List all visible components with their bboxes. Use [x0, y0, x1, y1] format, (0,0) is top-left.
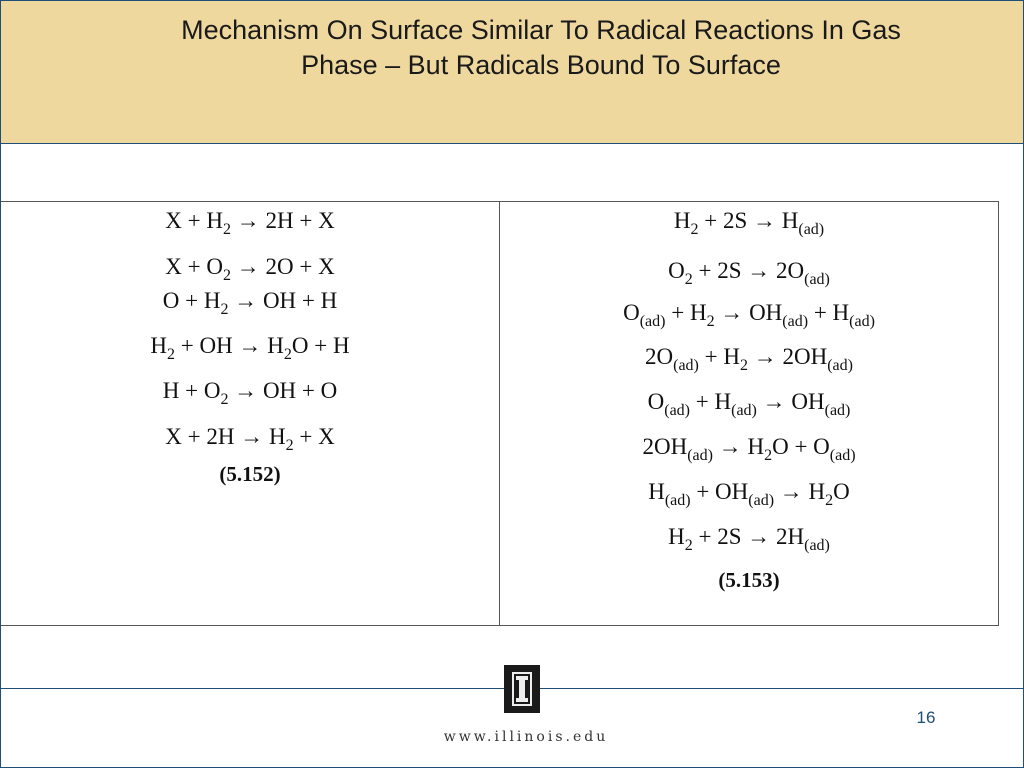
surface-reaction: $2O_{(ad)} + H_2 \to 2OH_{(ad)}$: [645, 344, 853, 374]
slide-title-line-2: Phase – But Radicals Bound To Surface: [301, 50, 781, 80]
surface-reaction: $O_{(ad)} + H_{(ad)} \to OH_{(ad)}$: [647, 389, 851, 419]
gas-reaction: $O + H_2$ → OH + H: [162, 288, 338, 318]
gas-reaction: $H + O_2$ → OH + O: [162, 378, 338, 408]
surface-reaction: $O_2 + 2S \to 2O_{(ad)}$: [668, 258, 830, 288]
slide-header: [1, 1, 1023, 144]
gas-reaction: $X + H_2 \to 2H + X$: [165, 208, 335, 238]
gas-reaction: $X + O_2 \to 2O + X$: [165, 254, 335, 284]
university-logo-icon: [504, 665, 540, 713]
surface-reaction: $H_2 + 2S \to H_{(ad)}$: [673, 208, 825, 238]
surface-reaction: $H_{(ad)} + OH_{(ad)} \to H_2O$: [648, 479, 850, 509]
block-i-icon: [512, 672, 532, 706]
page-number: 16: [916, 708, 936, 727]
slide-title-line-1: Mechanism On Surface Similar To Radical Reactions In Gas: [181, 15, 901, 45]
surface-reaction: $O_{(ad)} + H_2 \to OH_{(ad)} + H_{(ad)}$: [623, 300, 875, 330]
slide-title: [61, 13, 1021, 83]
surface-reaction: $2OH_{(ad)} \to H_2O + O_{(ad)}$: [642, 434, 856, 464]
gas-reaction: $X + 2H \to H_2 + X$: [165, 424, 335, 454]
equation-number: (5.152): [219, 462, 281, 486]
footer-url: www.illinois.edu: [443, 729, 609, 745]
equation-number: (5.153): [718, 568, 780, 592]
gas-reaction: $H_2$ + OH → $H_2O + H$: [150, 333, 350, 363]
reaction-table: [1, 201, 999, 626]
surface-reaction: $H_2 + 2S \to 2H_{(ad)}$: [668, 524, 830, 554]
